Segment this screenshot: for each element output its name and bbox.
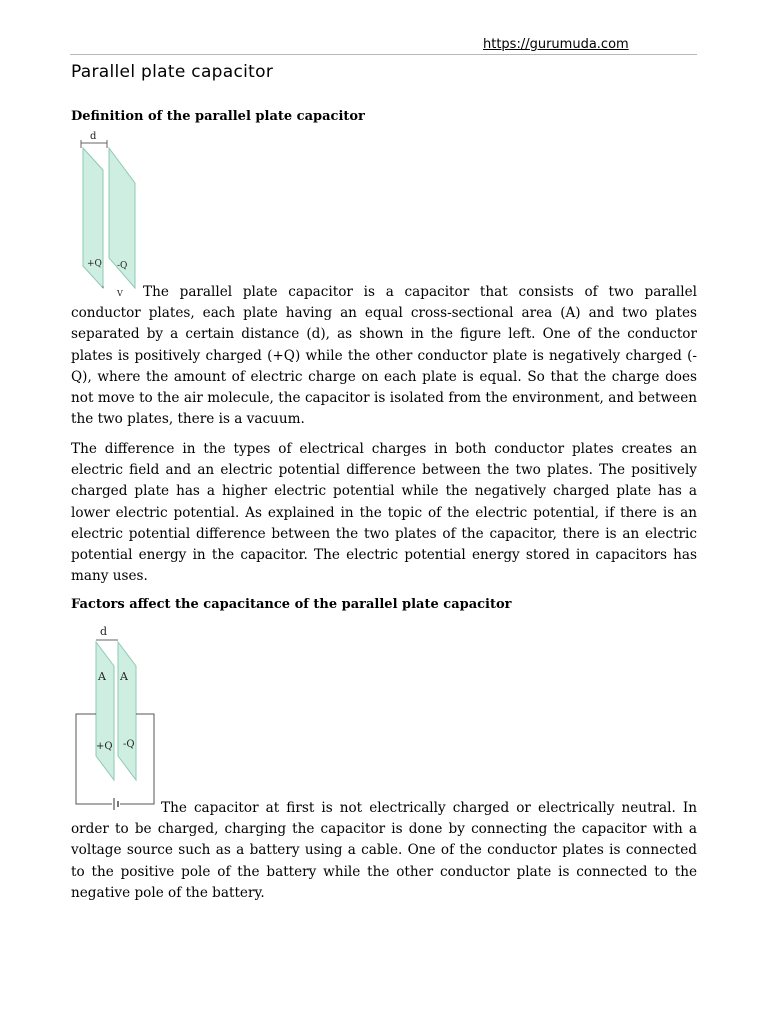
negative-charge-label: -Q [123,739,135,750]
right-area-label: A [120,670,128,683]
paragraph-charging [71,798,697,904]
positive-plate [96,642,114,780]
paragraph-definition-text: The parallel plate capacitor is a capacitor that consists of two parallel conductor plates, each plate having an equal cross-sectional area (A) and two plates separated by a certain distance (d), as shown in the figure left. One of the conductor plates is positively charged (+Q) while the other conductor plate is negatively charged (-Q), where the amount of electric charge on each plate is equal. So that the charge does not move to the air molecule, the capacitor is isolated from the environment, and between the two plates, there is a vacuum. [71,284,697,428]
section-heading-definition: Definition of the parallel plate capacitor [71,109,365,124]
left-area-label: A [98,670,106,683]
paragraph-potential: The difference in the types of electrical charges in both conductor plates creates an electric field and an electric potential difference between the two plates. The positively charged plate has a higher electric potential while the negatively charged plate has a lower electric potential. As explained in the topic of the electric potential, if there is an electric potential difference between the two plates of the capacitor, there is an electric potential energy in the capacitor. The electric potential energy stored in capacitors has many uses. [71,441,697,585]
section-heading-factors: Factors affect the capacitance of the parallel plate capacitor [71,597,512,612]
positive-charge-label: +Q [87,259,102,269]
page-title: Parallel plate capacitor [71,62,274,82]
negative-charge-label: -Q [117,261,128,271]
gap-label: d [90,131,97,142]
negative-plate [118,642,136,780]
capacitor-circuit-figure [72,622,162,814]
positive-charge-label: +Q [96,741,113,752]
header-divider [70,54,697,55]
paragraph-definition [71,282,697,430]
parallel-plate-figure [75,128,145,298]
source-url-link[interactable]: https://gurumuda.com [483,37,629,52]
gap-label: d [100,625,108,638]
paragraph-charging-text: The capacitor at first is not electrically charged or electrically neutral. In order to be charged, charging the capacitor is done by connecting the capacitor with a voltage source such as a battery using a cable. One of the conductor plates is connected to the positive pole of the battery while the other conductor plate is connected to the negative pole of the battery. [71,800,697,901]
voltage-label: V [117,289,123,298]
